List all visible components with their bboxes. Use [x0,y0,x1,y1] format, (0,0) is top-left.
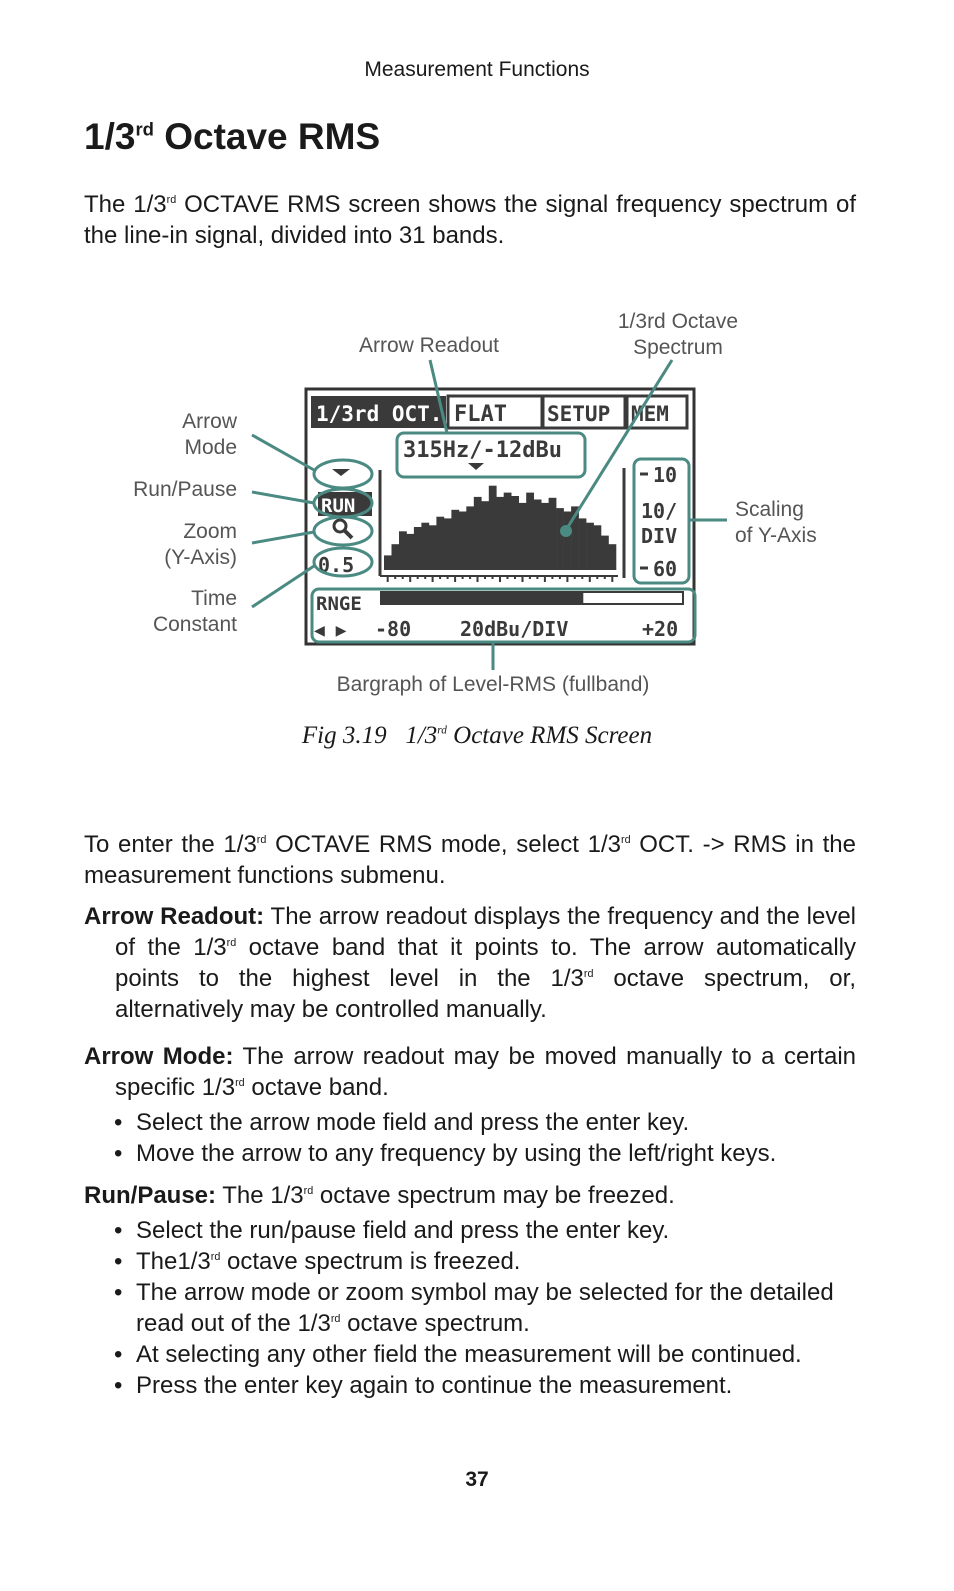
y-div-value-2: DIV [641,524,678,548]
label-arrow-mode-1: Arrow [182,410,237,433]
spectrum-bar [429,525,437,570]
label-bargraph: Bargraph of Level-RMS (fullband) [336,673,650,696]
label-scaling-2: of Y-Axis [735,524,817,547]
spectrum-bar [601,536,609,570]
octave-rms-figure [0,290,954,710]
spectrum-pointer-dot [560,525,572,537]
label-run-pause: Run/Pause [133,478,237,501]
y-div-value-1: 10/ [641,499,678,523]
spectrum-bar [496,497,504,570]
label-zoom-1: Zoom [183,520,237,543]
arrow-mode-bullets [84,1107,856,1169]
title-rest: Octave RMS [153,116,381,157]
spectrum-bar [436,517,444,570]
spectrum-bar [594,525,602,570]
label-time-2: Constant [152,613,237,636]
menu-flat-label: FLAT [454,402,507,427]
spectrum-bar [489,486,497,570]
arrow-readout-value: 315Hz/-12dBu [403,438,562,463]
y-bottom-value: 60 [653,557,678,581]
spectrum-bar [392,544,400,570]
list-item: • Select the run/pause field and press the enter key. [84,1215,856,1246]
arrow-mode-text: Arrow Mode: The arrow readout may be moved manually to a certain specific 1/3rd octave band. [84,1043,856,1101]
list-item: • Press the enter key again to continue the measurement. [84,1370,856,1401]
menu-setup-label: SETUP [547,402,611,426]
spectrum-bar [407,534,415,570]
range-label: RNGE [316,593,362,615]
list-item: • Move the arrow to any frequency by using the left/right keys. [84,1138,856,1169]
arrow-readout-text: Arrow Readout: The arrow readout displays the frequency and the level of the 1/3rd octave band that it points to. The arrow automatically points to the highest level in the 1/3rd octave spectrum, or, alternatively may be controlled manually. [84,903,857,1023]
label-arrow-mode-2: Mode [184,436,237,459]
label-arrow-readout: Arrow Readout [358,334,500,357]
spectrum-bar [541,503,549,570]
spectrum-bar [556,508,564,570]
running-header: Measurement Functions [364,58,590,81]
scale-min: -80 [375,617,412,641]
spectrum-bar [414,527,422,570]
run-pause-bullets [84,1215,856,1401]
spectrum-bar [504,493,512,570]
menu-mem-label: MEM [631,402,669,426]
figure-caption: Fig 3.19 1/3rd Octave RMS Screen [301,722,653,749]
spectrum-bar [564,512,572,571]
enter-mode-paragraph: To enter the 1/3rd OCTAVE RMS mode, select 1/3rd OCT. -> RMS in the measurement functions submenu. [84,831,857,889]
spectrum-bar [444,518,452,570]
menu-oct-label: 1/3rd OCT. [316,402,443,426]
spectrum-bar [399,531,407,570]
intro-paragraph: The 1/3rd OCTAVE RMS screen shows the signal frequency spectrum of the line-in signal, divided into 31 bands. [84,191,856,249]
list-item: • The1/3rd octave spectrum is freezed. [84,1246,856,1277]
run-pause-section [84,1180,856,1401]
arrow-mode-section [84,1041,856,1169]
list-item: • At selecting any other field the measurement will be continued. [84,1339,856,1370]
spectrum-bar [466,506,474,570]
spectrum-bar [579,518,587,570]
spectrum-bar [534,500,542,571]
label-scaling-1: Scaling [735,498,804,521]
spectrum-bar [526,493,534,570]
spectrum-bar [451,510,459,570]
nav-arrows: ◀ ▶ [314,620,347,641]
arrow-readout-term: Arrow Readout: [84,903,265,930]
list-item: • Select the arrow mode field and press the enter key. [84,1107,856,1138]
run-pause-term: Run/Pause: [84,1182,217,1209]
spectrum-bar [511,496,519,570]
label-spectrum-1: 1/3rd Octave [617,310,739,333]
page-number: 37 [465,1468,489,1491]
spectrum-bar [384,555,392,570]
spectrum-bar [609,544,617,570]
list-item: • The arrow mode or zoom symbol may be selected for the detailed read out of the 1/3rd octave spectrum. [84,1277,856,1339]
title-text: 1/3 [84,116,136,157]
run-pause-label: RUN [321,495,356,517]
arrow-mode-term: Arrow Mode: [84,1043,234,1070]
arrow-readout-section [84,901,856,1025]
scale-max: +20 [642,617,679,641]
spectrum-bar [421,523,429,570]
spectrum-bar [481,501,489,570]
fullband-bar-fill [381,592,583,604]
time-constant-value: 0.5 [318,553,355,577]
run-pause-text: Run/Pause: The 1/3rd octave spectrum may be freezed. [84,1182,675,1209]
title-sup: rd [135,118,154,140]
y-top-value: 10 [653,463,678,487]
label-spectrum-2: Spectrum [633,336,723,359]
spectrum-bar [459,512,467,571]
label-time-1: Time [191,587,237,610]
label-zoom-2: (Y-Axis) [164,546,237,569]
spectrum-bar [474,497,482,570]
spectrum-bar [549,498,557,570]
section-title [84,116,380,158]
spectrum-bar [586,523,594,570]
scale-div: 20dBu/DIV [460,617,569,641]
spectrum-bar [519,503,527,570]
